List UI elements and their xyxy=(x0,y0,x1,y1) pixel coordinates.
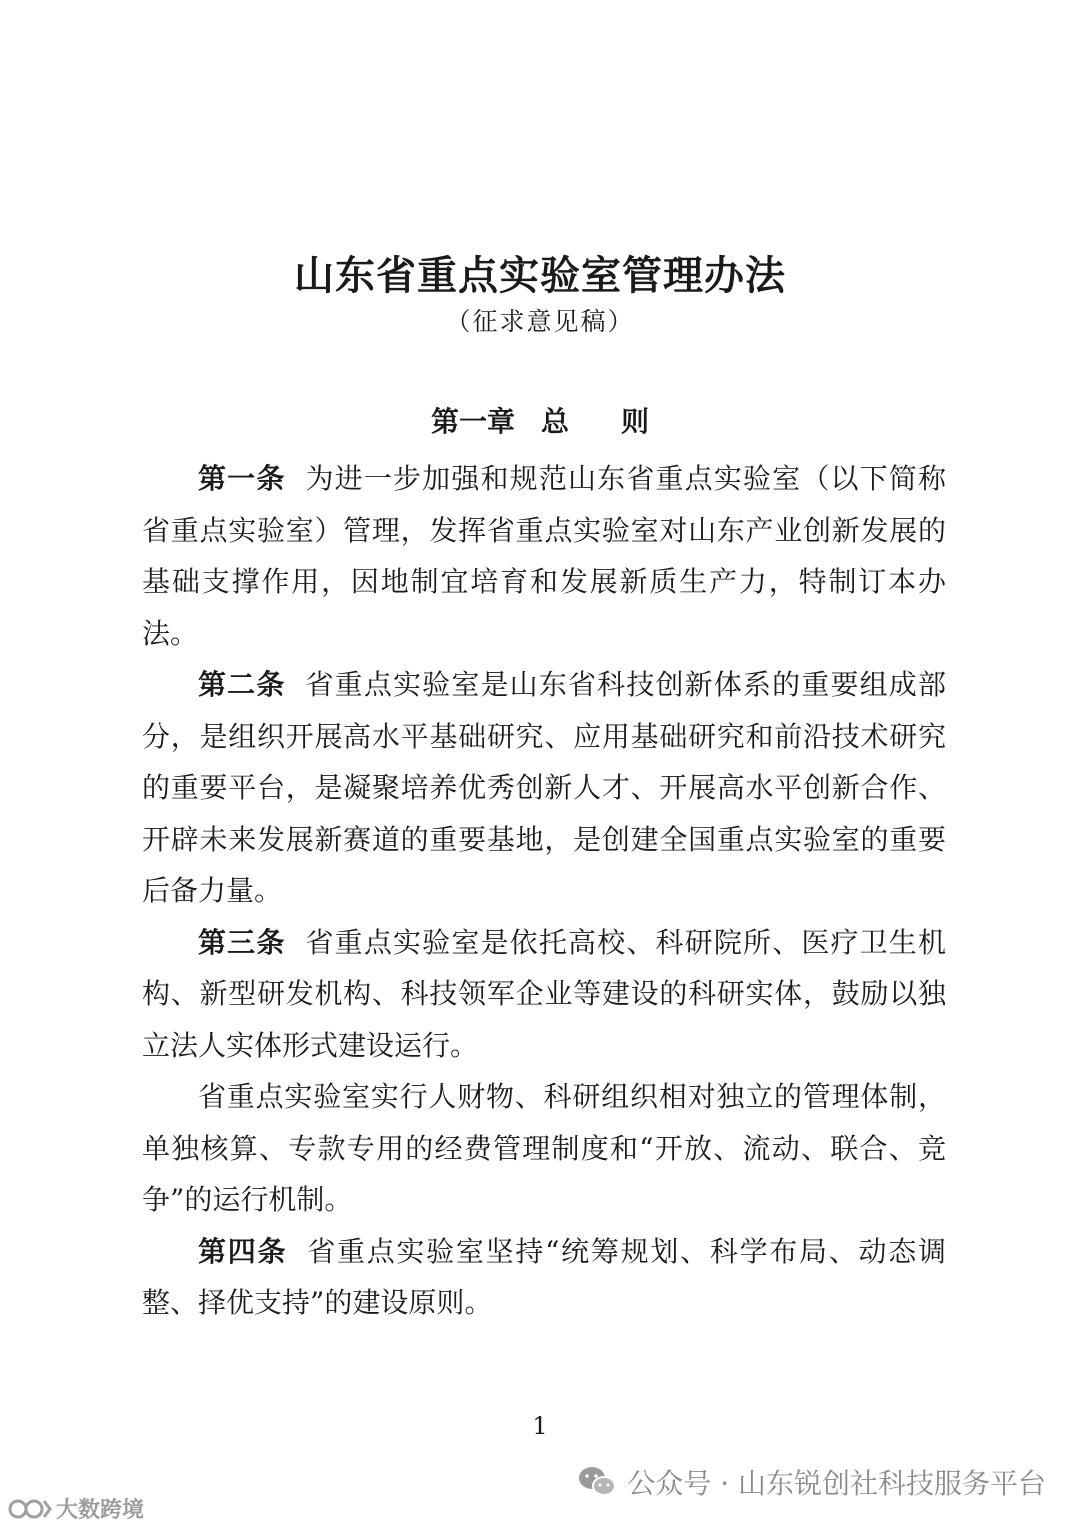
article-text: 省重点实验室坚持“统筹规划、科学布局、动态调整、择优支持”的建设原则。 xyxy=(142,1234,946,1319)
watermark-account-text: 公众号 · 山东锐创社科技服务平台 xyxy=(627,1467,1046,1500)
document-body xyxy=(142,453,946,1329)
chapter-title-part2: 则 xyxy=(621,405,650,438)
article-label: 第二条 xyxy=(198,668,286,701)
article-text: 省重点实验室实行人财物、科研组织相对独立的管理体制，单独核算、专款专用的经费管理制度和“开放、流动、联合、竞争”的运行机制。 xyxy=(142,1080,946,1216)
document-title: 山东省重点实验室管理办法 xyxy=(294,252,786,299)
chapter-title-part1: 总 xyxy=(540,405,569,438)
article-label: 第一条 xyxy=(198,462,286,495)
article-1 xyxy=(142,453,946,659)
watermark-brand xyxy=(8,1493,144,1524)
article-text: 为进一步加强和规范山东省重点实验室（以下简称省重点实验室）管理，发挥省重点实验室对山东产业创新发展的基础支撑作用，因地制宜培育和发展新质生产力，特制订本办法。 xyxy=(142,462,946,650)
article-label: 第四条 xyxy=(198,1234,288,1268)
chapter-number: 第一章 xyxy=(430,405,515,438)
wechat-icon xyxy=(577,1465,617,1499)
article-3 xyxy=(142,917,946,1072)
watermark-brand-text: 大数跨境 xyxy=(56,1498,145,1523)
article-2 xyxy=(142,659,946,917)
watermark-account xyxy=(577,1462,1046,1502)
article-text: 省重点实验室是依托高校、科研院所、医疗卫生机构、新型研发机构、科技领军企业等建设的科研实体，鼓励以独立法人实体形式建设运行。 xyxy=(142,925,946,1062)
article-text: 省重点实验室是山东省科技创新体系的重要组成部分，是组织开展高水平基础研究、应用基础研究和前沿技术研究的重要平台，是凝聚培养优秀创新人才、开展高水平创新合作、开辟未来发展新赛道的重要基地，是创建全国重点实验室的重要后备力量。 xyxy=(142,668,946,907)
article-label: 第三条 xyxy=(198,925,286,959)
logo-icon xyxy=(8,1496,52,1522)
chapter-heading xyxy=(0,400,1080,440)
article-4 xyxy=(142,1226,946,1329)
document-subtitle: （征求意见稿） xyxy=(445,307,635,336)
article-3-paragraph-2 xyxy=(142,1071,946,1226)
page-number: 1 xyxy=(532,1412,548,1440)
